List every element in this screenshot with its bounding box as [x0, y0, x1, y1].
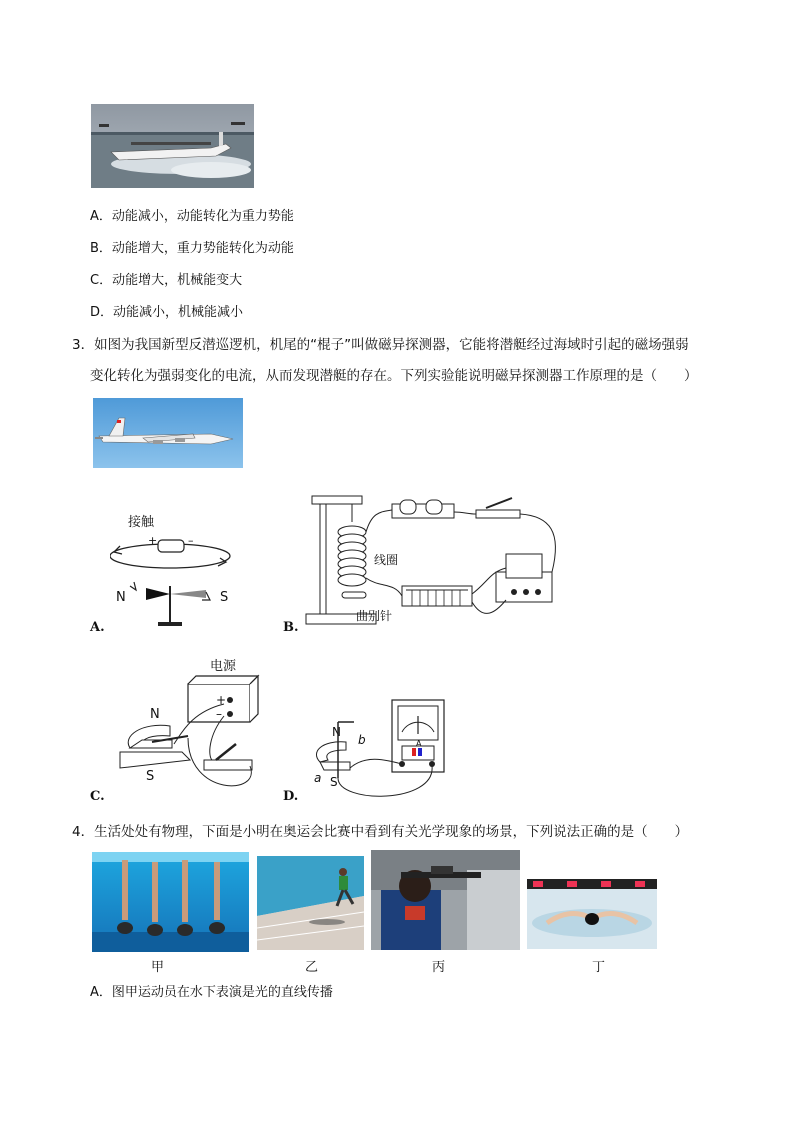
fig-a-n: N — [116, 590, 126, 605]
fig-c-minus: – — [216, 707, 222, 721]
fig-a-plus: + — [148, 534, 158, 547]
fig-d-s: S — [330, 775, 338, 789]
q2-option-b: B．动能增大，重力势能转化为动能 — [90, 241, 294, 256]
photo-yi-runner — [257, 856, 364, 950]
fig-b-pin-label: 曲别针 — [356, 609, 393, 623]
seaplane-photo — [91, 104, 254, 188]
q3-line-1: 3．如图为我国新型反潜巡逻机，机尾的“棍子”叫做磁异探测器，它能将潜艇经过海域时引起的磁场强弱 — [72, 337, 689, 353]
caption-jia: 甲 — [151, 960, 165, 975]
q3-line-2: 变化转化为强弱变化的电流，从而发现潜艇的存在。下列实验能说明磁异探测器工作原理的是（ ） — [90, 368, 698, 384]
caption-yi: 乙 — [305, 960, 319, 975]
q4-option-a: A．图甲运动员在水下表演是光的直线传播 — [90, 985, 333, 1000]
q3-option-b-label: B. — [283, 620, 299, 635]
fig-c-s: S — [146, 769, 155, 784]
figure-d-generator — [306, 694, 446, 802]
figure-b-electromagnet — [300, 492, 570, 627]
fig-d-meter-label: A — [416, 739, 422, 748]
fig-d-n: N — [332, 725, 341, 739]
caption-bing: 丙 — [432, 960, 446, 975]
q4-line-1: 4．生活处处有物理，下面是小明在奥运会比赛中看到有关光学现象的场景，下列说法正确的是（ ） — [72, 824, 689, 840]
photo-ding-swimmer — [527, 879, 657, 949]
figure-a-oersted — [110, 508, 250, 633]
photo-jia-synchronized-swimming — [92, 852, 249, 952]
q3-option-a-label: A. — [90, 620, 105, 635]
fig-a-minus: – — [188, 534, 194, 547]
fig-c-n: N — [150, 707, 160, 722]
fig-b-coil-label: 线圈 — [374, 553, 399, 567]
q2-option-d: D．动能减小，机械能减小 — [90, 305, 244, 320]
q3-option-d-label: D. — [283, 789, 299, 804]
fig-d-a: a — [314, 771, 322, 785]
fig-d-b: b — [358, 733, 366, 747]
fig-c-power-label: 电源 — [210, 659, 237, 674]
q2-option-c: C．动能增大，机械能变大 — [90, 273, 243, 288]
fig-a-s: S — [220, 590, 229, 605]
figure-c-motor — [112, 656, 292, 801]
photo-bing-shooter — [371, 850, 520, 950]
q2-option-a: A．动能减小，动能转化为重力势能 — [90, 209, 294, 224]
q3-option-c-label: C. — [90, 789, 105, 804]
caption-ding: 丁 — [592, 960, 606, 975]
fig-a-contact-label: 接触 — [128, 515, 155, 530]
fig-c-plus: + — [216, 693, 227, 707]
patrol-aircraft-photo — [93, 398, 243, 468]
